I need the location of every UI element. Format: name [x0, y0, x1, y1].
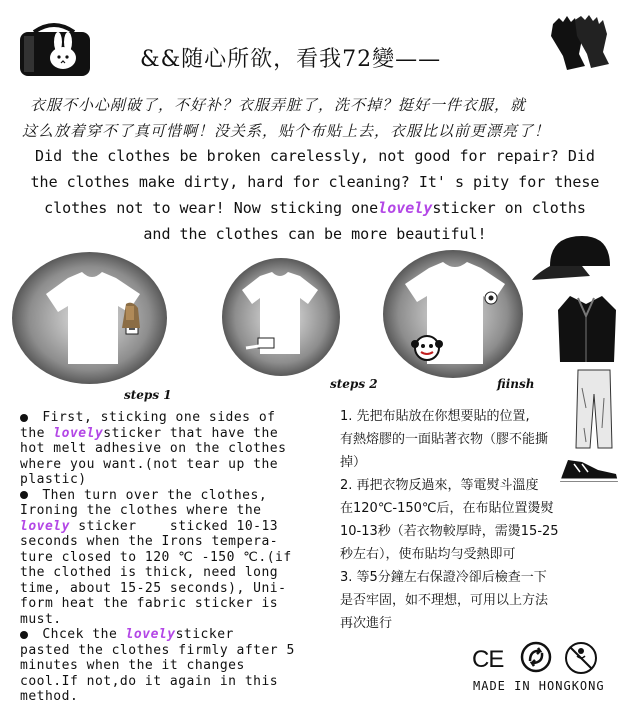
step-2-tshirt-image	[232, 268, 332, 368]
age-warning-icon	[563, 640, 599, 676]
lovely-brand-word: lovely	[20, 518, 70, 534]
instruction-3	[20, 627, 320, 705]
english-intro	[20, 143, 610, 247]
gloves-image	[545, 14, 615, 72]
instruction-3-line-1-end: sticker	[175, 627, 234, 642]
lovely-brand-word: lovely	[378, 199, 433, 217]
bullet-icon	[20, 414, 28, 422]
instruction-2-line-6: the clothed is thick, need long	[20, 565, 279, 580]
cn-instruction-line-1: 1. 先把布貼放在你想要貼的位置,	[340, 409, 530, 424]
instruction-1-line-1: First, sticking one sides of	[42, 410, 276, 425]
instruction-1	[20, 410, 320, 488]
instruction-1-line-2-start: the	[20, 425, 45, 441]
jacket-image	[556, 292, 618, 364]
chinese-instructions	[340, 405, 600, 635]
recycle-icon	[520, 641, 552, 673]
chinese-intro-line-2: 这么放着穿不了真可惜啊！没关系，贴个布贴上去，衣服比以前更漂亮了！	[22, 122, 551, 140]
english-intro-line-1: Did the clothes be broken carelessly, not good for repair? Did	[35, 147, 595, 165]
cn-instruction-line-2: 有熱熔膠的一面貼著衣物（膠不能撕	[340, 432, 549, 447]
finish-tshirt-image	[395, 260, 515, 376]
instruction-2-line-3: sticker sticked 10-13	[69, 518, 279, 534]
instruction-2-line-9: must.	[20, 611, 62, 627]
instruction-1-line-2-end: sticker that have the	[103, 425, 279, 441]
cn-instruction-line-10: 再次進行	[340, 616, 393, 631]
bullet-icon	[20, 491, 28, 499]
instruction-2-line-1: Then turn over the clothes,	[42, 487, 268, 503]
ce-mark: CE	[472, 646, 504, 673]
instruction-2-line-5: ture closed to 120 ℃ -150 ℃.(if	[20, 549, 292, 565]
cn-instruction-line-9: 是否牢固，如不理想，可用以上方法	[340, 593, 549, 608]
bullet-icon	[20, 631, 28, 639]
lovely-brand-word: lovely	[125, 627, 176, 642]
made-in-label: MADE IN HONGKONG	[473, 679, 605, 693]
chinese-intro-line-1: 衣服不小心剐破了，不好补？衣服弄脏了，洗不掉？挺好一件衣服，就	[30, 96, 527, 114]
english-intro-line-4: and the clothes can be more beautiful!	[143, 225, 487, 243]
english-intro-line-3-start: clothes not to wear! Now sticking one	[44, 199, 379, 217]
bunny-bag-image	[14, 20, 94, 80]
english-instructions	[20, 410, 320, 705]
lovely-brand-word: lovely	[53, 425, 104, 441]
instruction-3-line-3: minutes when the it changes	[20, 658, 245, 673]
page-title: &&随心所欲，看我72變——	[140, 47, 442, 72]
instruction-2-line-4: seconds when the Irons tempera-	[20, 534, 279, 549]
instruction-3-line-4: cool.If not,do it again in this	[20, 673, 279, 689]
english-intro-line-3-end: sticker on cloths	[432, 199, 586, 217]
cap-image	[530, 230, 615, 285]
instruction-2-line-8: form heat the fabric sticker is	[20, 596, 279, 611]
instruction-3-line-2: pasted the clothes firmly after 5	[20, 642, 295, 658]
instruction-1-line-4: where you want.(not tear up the	[20, 456, 279, 472]
instruction-2-line-2: Ironing the clothes where the	[20, 503, 262, 518]
cn-instruction-line-4: 2. 再把衣物反過來，等電熨斗溫度	[340, 478, 539, 493]
cn-instruction-line-5: 在120℃-150℃后，在布貼位置燙熨	[340, 501, 554, 516]
cn-instruction-line-3: 掉）	[340, 455, 367, 470]
instruction-2	[20, 488, 320, 628]
instruction-1-line-5: plastic)	[20, 472, 87, 487]
step-1-label: steps 1	[124, 388, 172, 402]
instruction-1-line-3: hot melt adhesive on the clothes	[20, 441, 287, 456]
english-intro-line-3	[20, 195, 610, 221]
english-intro-line-2: the clothes make dirty, hard for cleaning? It' s pity for these	[30, 173, 600, 191]
cn-instruction-line-6: 10-13秒（若衣物較厚時，需燙15-25	[340, 524, 559, 539]
step-2-label: steps 2	[330, 377, 378, 391]
instruction-3-line-5: method.	[20, 689, 79, 704]
cn-instruction-line-7: 秒左右），使布貼均勻受熱即可	[340, 547, 516, 562]
iron-icon	[118, 300, 144, 330]
finish-label: fiinsh	[497, 377, 535, 391]
instruction-2-line-7: time, about 15-25 seconds), Uni-	[20, 580, 287, 596]
instruction-3-line-1-start: Chcek the	[42, 627, 118, 642]
cn-instruction-line-8: 3. 等5分鐘左右保證冷卻后檢查一下	[340, 570, 547, 585]
